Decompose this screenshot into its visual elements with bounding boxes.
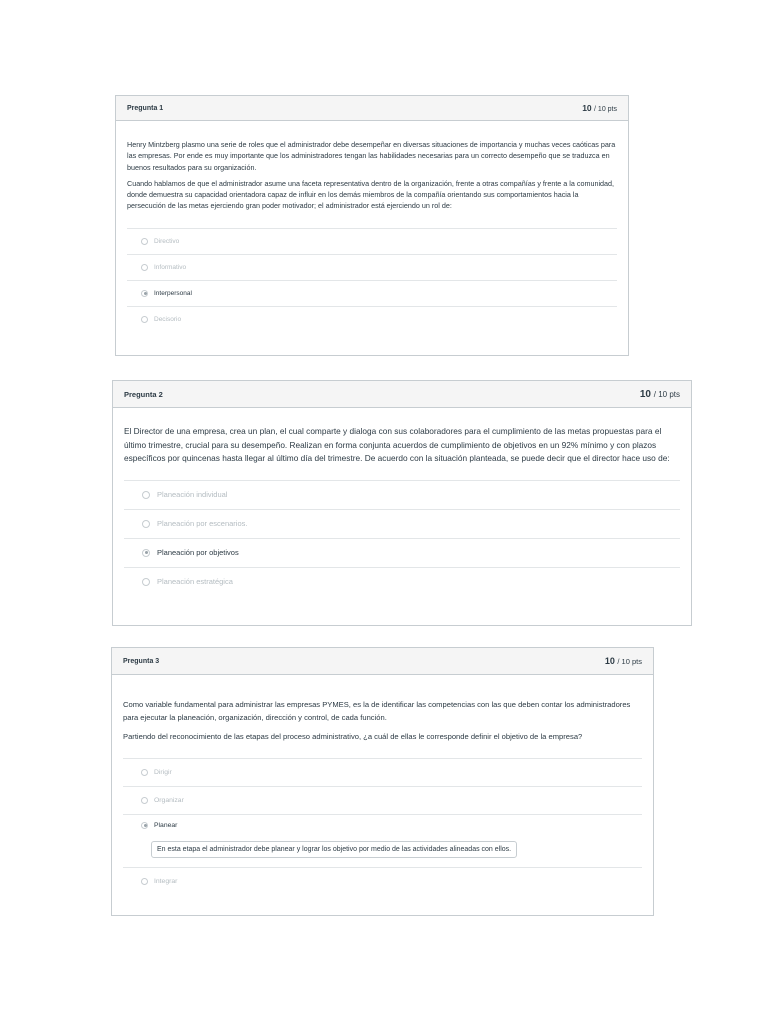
question-points bbox=[582, 103, 617, 113]
answer-option[interactable] bbox=[123, 786, 642, 814]
answer-option[interactable] bbox=[123, 867, 642, 895]
answer-option-selected[interactable] bbox=[124, 538, 680, 567]
answer-label: Planeación estratégica bbox=[157, 577, 233, 587]
answer-option[interactable] bbox=[123, 758, 642, 786]
question-paragraph: Cuando hablamos de que el administrador asume una faceta representativa dentro de la organización, frente a otras compañías y frente a la comunidad, donde demuestra su capacidad orientadora capaz de influir en los demás miembros de la compañía orientando sus comportamientos hacia la persecución de las metas ejerciendo gran poder motivador; el administrador está ejerciendo un rol de: bbox=[127, 178, 615, 211]
answer-label: Directivo bbox=[154, 237, 180, 245]
answer-list bbox=[123, 758, 642, 895]
answer-comment: En esta etapa el administrador debe planear y lograr los objetivo por medio de las actividades alineadas con ellos. bbox=[151, 841, 517, 858]
answer-label: Planeación individual bbox=[157, 490, 228, 500]
radio-button-checked[interactable] bbox=[141, 290, 148, 297]
answer-label: Organizar bbox=[154, 796, 184, 804]
question-paragraph: El Director de una empresa, crea un plan, el cual comparte y dialoga con sus colaboradores para el cumplimiento de las metas propuestas para el último trimestre, crucial para su desempeño. Realizan en forma conjunta acuerdos de cumplimiento de objetivos en un 92% mínimo y con plazos específicos por quincenas hasta llegar al último día del trimestre. De acuerdo con la situación planteada, se puede decir que el director hace uso de: bbox=[124, 426, 670, 464]
radio-button-checked[interactable] bbox=[142, 549, 150, 557]
question-paragraph: Partiendo del reconocimiento de las etapas del proceso administrativo, ¿a cuál de ellas le corresponde definir el objetivo de la empresa? bbox=[123, 732, 583, 742]
answer-label: Interpersonal bbox=[154, 289, 192, 297]
answer-option[interactable] bbox=[127, 228, 617, 254]
answer-option-selected[interactable] bbox=[123, 814, 642, 867]
answer-label: Planeación por objetivos bbox=[157, 548, 239, 558]
radio-button[interactable] bbox=[142, 578, 150, 586]
question-card-3 bbox=[111, 647, 654, 916]
answer-option[interactable] bbox=[127, 254, 617, 280]
question-text bbox=[127, 121, 617, 212]
answer-option[interactable] bbox=[127, 306, 617, 332]
radio-button[interactable] bbox=[141, 264, 148, 271]
question-header bbox=[112, 648, 653, 675]
question-text bbox=[123, 675, 642, 744]
radio-button[interactable] bbox=[142, 520, 150, 528]
answer-label: Dirigir bbox=[154, 768, 172, 776]
answer-list bbox=[127, 228, 617, 332]
answer-option[interactable] bbox=[124, 480, 680, 509]
radio-button[interactable] bbox=[141, 238, 148, 245]
question-title: Pregunta 2 bbox=[124, 389, 163, 399]
points-score: 10 bbox=[604, 656, 615, 666]
question-header bbox=[113, 381, 691, 408]
question-text bbox=[124, 408, 680, 466]
answer-label: Informativo bbox=[154, 263, 187, 271]
answer-option[interactable] bbox=[124, 509, 680, 538]
answer-comment-row bbox=[151, 841, 642, 858]
question-points bbox=[605, 656, 642, 666]
question-title: Pregunta 3 bbox=[123, 657, 160, 665]
question-paragraph: Henry Mintzberg plasmo una serie de roles que el administrador debe desempeñar en diversas situaciones de importancia y muchas veces caóticas para las empresas. Por ende es muy importante que los administradores tengan las habilidades necesarias para un correcto desempeño que se traduzca en buenos resultados para su organización. bbox=[127, 140, 616, 172]
points-score: 10 bbox=[639, 388, 651, 400]
question-card-1 bbox=[115, 95, 629, 356]
points-score: 10 bbox=[582, 103, 592, 113]
question-header bbox=[116, 96, 628, 121]
question-points bbox=[640, 389, 680, 400]
radio-button[interactable] bbox=[142, 491, 150, 499]
answer-list bbox=[124, 480, 680, 596]
answer-label: Decisorio bbox=[154, 315, 182, 323]
radio-button[interactable] bbox=[141, 797, 148, 804]
answer-option-selected[interactable] bbox=[127, 280, 617, 306]
radio-button[interactable] bbox=[141, 316, 148, 323]
answer-option[interactable] bbox=[124, 567, 680, 596]
radio-button-checked[interactable] bbox=[141, 822, 148, 829]
answer-label: Integrar bbox=[154, 877, 178, 885]
points-total: / 10 pts bbox=[617, 657, 642, 666]
question-title: Pregunta 1 bbox=[127, 104, 164, 112]
radio-button[interactable] bbox=[141, 878, 148, 885]
answer-label: Planear bbox=[154, 821, 178, 829]
points-total: / 10 pts bbox=[594, 106, 617, 113]
question-paragraph: Como variable fundamental para administrar las empresas PYMES, es la de identificar las competencias con las que deben contar los administradores para ejecutar la planeación, organización, dirección y control, de cada función. bbox=[123, 700, 631, 722]
answer-label: Planeación por escenarios. bbox=[157, 519, 248, 529]
question-card-2 bbox=[112, 380, 692, 626]
radio-button[interactable] bbox=[141, 769, 148, 776]
points-total: / 10 pts bbox=[653, 389, 680, 399]
